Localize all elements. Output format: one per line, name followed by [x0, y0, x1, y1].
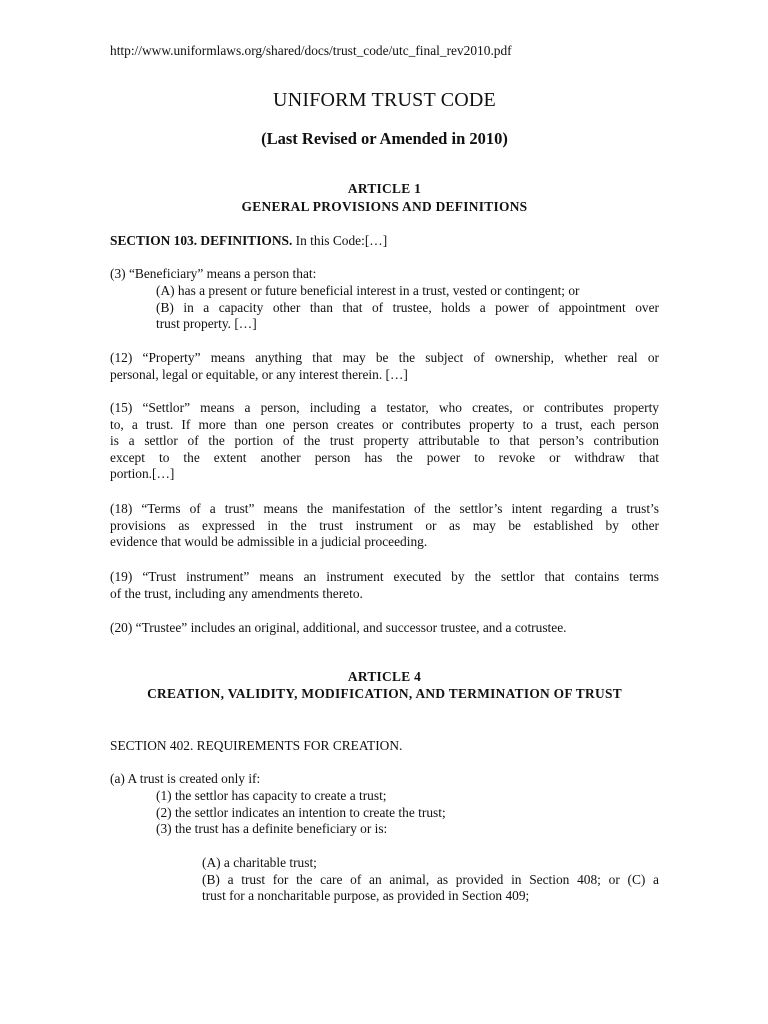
- section-103-label: SECTION 103. DEFINITIONS.: [110, 233, 293, 248]
- article-4-heading: ARTICLE 4: [347, 669, 422, 684]
- source-url: http://www.uniformlaws.org/shared/docs/trust_code/utc_final_rev2010.pdf: [110, 43, 512, 58]
- definition-beneficiary-items: [156, 283, 659, 333]
- requirement-item-2: (2) the settlor indicates an intention to create the trust;: [156, 804, 446, 820]
- requirement-subitem-b-line1: (B) a trust for the care of an animal, as provided in Section 408; or (C) a: [202, 871, 659, 887]
- requirement-item-1: (1) the settlor has capacity to create a trust;: [156, 788, 387, 803]
- definition-property: [110, 350, 659, 383]
- definition-settlor-line1: (15) “Settlor” means a person, including a testator, who creates, or contributes property: [110, 400, 659, 415]
- requirement-subitem-b-line2: trust for a noncharitable purpose, as provided in Section 409;: [202, 888, 530, 904]
- article-4-subheading: CREATION, VALIDITY, MODIFICATION, AND TERMINATION OF TRUST: [147, 686, 622, 701]
- requirements-list: [156, 788, 659, 838]
- definition-beneficiary: [110, 266, 659, 283]
- requirements-intro: [110, 771, 659, 788]
- article-1-subheading: GENERAL PROVISIONS AND DEFINITIONS: [241, 199, 528, 214]
- section-103-heading: [110, 233, 659, 250]
- definition-instrument-line2: of the trust, including any amendments thereto.: [110, 585, 363, 601]
- definition-instrument-line1: (19) “Trust instrument” means an instrument executed by the settlor that contains terms: [110, 569, 659, 584]
- requirements-sublist: [202, 855, 659, 905]
- article-1-heading: ARTICLE 1: [347, 181, 422, 196]
- definition-property-line1: (12) “Property” means anything that may be the subject of ownership, whether real or: [110, 350, 659, 365]
- definition-beneficiary-intro: (3) “Beneficiary” means a person that:: [110, 266, 317, 281]
- definition-trust-instrument: [110, 569, 659, 602]
- definition-trustee-line1: (20) “Trustee” includes an original, additional, and successor trustee, and a cotrustee.: [110, 620, 567, 635]
- definition-settlor-line5: portion.[…]: [110, 466, 175, 482]
- definition-settlor-line3: is a settlor of the portion of the trust property attributable to that person’s contribution: [110, 433, 659, 449]
- definition-settlor-line2: to, a trust. If more than one person creates or contributes property to a trust, each person: [110, 416, 659, 432]
- definition-terms-line3: evidence that would be admissible in a judicial proceeding.: [110, 534, 428, 550]
- definition-terms-line1: (18) “Terms of a trust” means the manifestation of the settlor’s intent regarding a trust’s: [110, 501, 659, 516]
- section-402-heading: [110, 738, 659, 755]
- definition-terms-of-trust: [110, 501, 659, 551]
- requirements-intro-text: (a) A trust is created only if:: [110, 771, 261, 786]
- beneficiary-item-b-line1: (B) in a capacity other than that of trustee, holds a power of appointment over: [156, 299, 659, 315]
- requirement-item-3: (3) the trust has a definite beneficiary or is:: [156, 821, 388, 837]
- section-402-label: SECTION 402. REQUIREMENTS FOR CREATION.: [110, 738, 403, 753]
- beneficiary-item-a: (A) has a present or future beneficial interest in a trust, vested or contingent; or: [156, 283, 580, 298]
- definition-settlor: [110, 400, 659, 483]
- definition-settlor-line4: except to the extent another person has the power to revoke or withdraw that: [110, 449, 659, 465]
- document-title: UNIFORM TRUST CODE: [273, 89, 496, 111]
- beneficiary-item-b-line2: trust property. […]: [156, 316, 257, 332]
- requirement-subitem-a: (A) a charitable trust;: [202, 855, 317, 870]
- definition-property-line2: personal, legal or equitable, or any interest therein. […]: [110, 366, 408, 382]
- section-103-text: In this Code:[…]: [292, 233, 388, 248]
- document-subtitle: (Last Revised or Amended in 2010): [261, 129, 508, 148]
- definition-trustee: [110, 620, 659, 637]
- definition-terms-line2: provisions as expressed in the trust instrument or as may be established by other: [110, 517, 659, 533]
